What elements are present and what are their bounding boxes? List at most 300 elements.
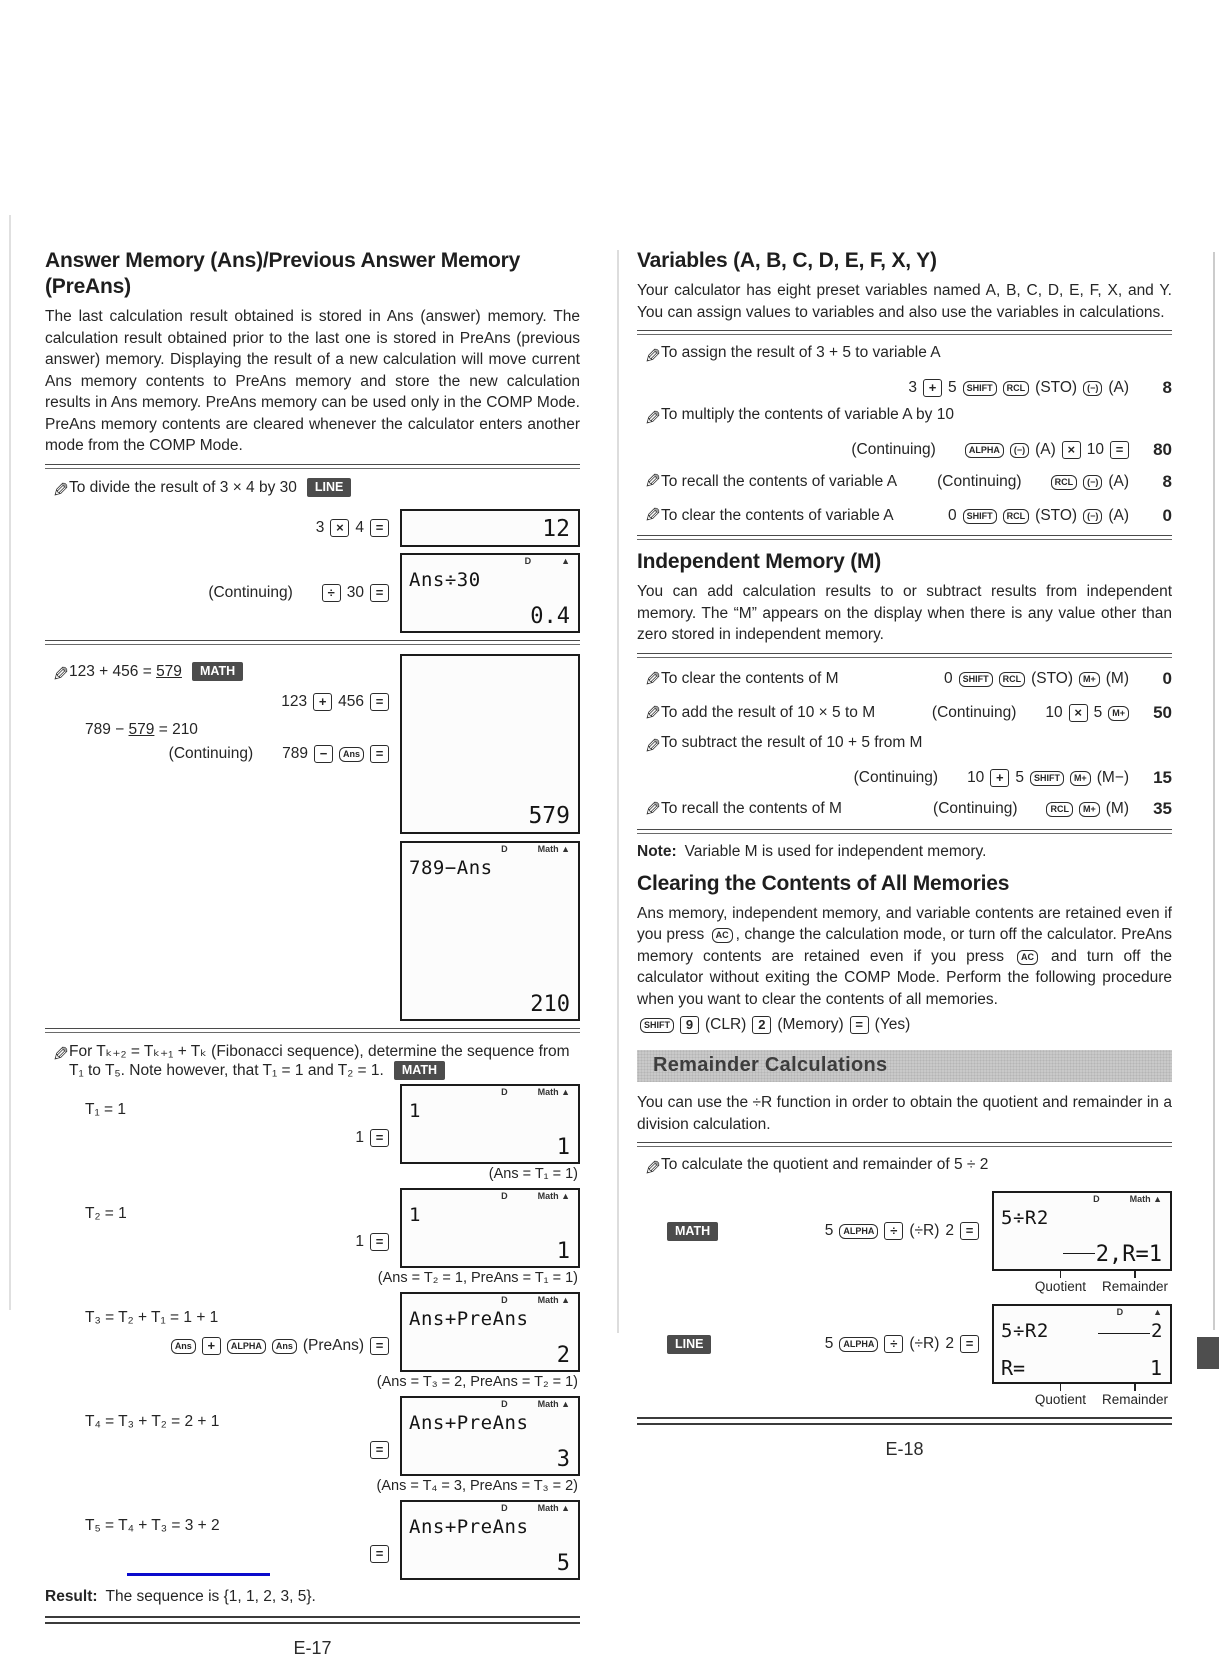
- key--: =: [370, 745, 389, 763]
- text-run: 3: [908, 379, 918, 396]
- example-prompt: To clear the contents of M: [661, 670, 839, 687]
- fib-left: [45, 1500, 392, 1580]
- example-ans-displays: [400, 654, 580, 1021]
- pencil-icon: ✎: [644, 668, 661, 691]
- display-input: Ans÷30: [409, 568, 481, 591]
- equation-text: = 210: [154, 720, 198, 738]
- divider: [637, 653, 1172, 658]
- divider: [637, 330, 1172, 335]
- key--: =: [370, 1545, 389, 1563]
- key-sequence: [932, 704, 1132, 722]
- display-input: Ans+PreAns: [409, 1515, 529, 1538]
- key-m-: M+: [1108, 706, 1129, 721]
- equation-2: [85, 721, 392, 739]
- display-caption: (Ans = T₄ = 3, PreAns = T₃ = 2): [376, 1477, 578, 1494]
- display-indicators: [402, 1295, 570, 1305]
- display-indicators: [402, 1399, 570, 1409]
- display-caption: (Ans = T₃ = 2, PreAns = T₂ = 1): [376, 1373, 578, 1390]
- fib-left: [45, 1396, 392, 1476]
- pencil-icon: ✎: [644, 408, 661, 430]
- key-sequence: [937, 473, 1132, 491]
- display-value: 0.4: [530, 603, 570, 629]
- key--: −: [314, 745, 333, 763]
- display-value: 3: [556, 1446, 570, 1472]
- key-sequence: [45, 1233, 392, 1251]
- answer-memory-intro: The last calculation result obtained is stored in Ans (answer) memory. The calculation result obtained prior to the last one is stored in PreAns (previous answer) memory. Displaying the result of a new calculation will move current Ans memory contents to PreAns memory and store the new calculation results in Ans memory. PreAns memory can be used only in the COMP Mode. PreAns memory contents are cleared whenever the calculator enters another mode from the COMP Mode.: [45, 308, 580, 454]
- key-sequence: [822, 1335, 982, 1353]
- key-sequence: [945, 507, 1132, 525]
- mode-indicator: Math ▲: [1129, 1194, 1162, 1204]
- key-ans: Ans: [339, 747, 364, 762]
- text-run: (Memory): [777, 1016, 844, 1033]
- display-line-1: [1001, 1320, 1163, 1342]
- display-indicators: [402, 1087, 570, 1097]
- key-rcl: RCL: [999, 672, 1026, 687]
- section-title-independent-memory: Independent Memory (M): [637, 550, 882, 573]
- display-value: 12: [542, 515, 570, 542]
- section-title-clearing-memories: Clearing the Contents of All Memories: [637, 871, 1010, 895]
- display-caption: (Ans = T₁ = 1): [488, 1165, 578, 1182]
- display-value: 1: [556, 1134, 570, 1160]
- clearing-memories-body: [637, 903, 1172, 1011]
- example-prompt: [69, 1042, 580, 1080]
- deg-indicator: D: [501, 1086, 508, 1097]
- text-run: (A): [1035, 441, 1056, 458]
- quotient-remainder-labels: [637, 1384, 1168, 1407]
- term-label: T₃ = T₂ + T₁ = 1 + 1: [85, 1308, 219, 1326]
- example-header: [45, 478, 580, 503]
- term-label: T₄ = T₃ + T₂ = 2 + 1: [85, 1412, 220, 1430]
- key-shift: SHIFT: [640, 1018, 674, 1033]
- example-clear-m: [637, 667, 1172, 692]
- deg-indicator: D: [524, 555, 532, 566]
- calculator-display: [400, 1292, 580, 1372]
- key-shift: SHIFT: [1030, 771, 1064, 786]
- mode-badge-math: MATH: [192, 662, 243, 681]
- key--: =: [370, 1441, 389, 1459]
- key-sequence: [822, 1222, 982, 1240]
- divider: [637, 1142, 1172, 1147]
- key-rcl: RCL: [1003, 509, 1030, 524]
- quotient-number: 2: [1151, 1320, 1163, 1342]
- text-run: (Continuing): [937, 472, 1022, 490]
- key--: =: [370, 584, 389, 602]
- text-run: (÷R): [909, 1335, 940, 1352]
- key-sequence: [933, 800, 1132, 818]
- text-run: (÷R): [909, 1222, 940, 1239]
- page-number-left: E-17: [293, 1637, 332, 1658]
- key-sequence: [313, 519, 392, 537]
- key-ac: AC: [1017, 950, 1038, 965]
- key-sequence: [45, 1129, 392, 1147]
- key-sequence: [45, 1337, 392, 1355]
- divider: [637, 829, 1172, 834]
- mode-badge-line: LINE: [667, 1335, 711, 1354]
- calculator-display: [400, 1500, 580, 1580]
- key--: ×: [1062, 441, 1081, 459]
- pencil-icon: ✎: [644, 798, 661, 821]
- text-run: 0: [948, 506, 957, 524]
- pencil-icon: ✎: [644, 1158, 661, 1180]
- equation-text: 123 + 456 =: [69, 662, 157, 680]
- key--: =: [370, 693, 389, 711]
- fib-row-t2: [45, 1188, 580, 1268]
- divider-heavy: [45, 1616, 580, 1624]
- remainder-number: 1: [1149, 1356, 1162, 1380]
- fib-left: [45, 1188, 392, 1268]
- display-value: 2: [556, 1342, 570, 1368]
- key--: =: [370, 1129, 389, 1147]
- example-prompt: To calculate the quotient and remainder of 5 ÷ 2: [661, 1156, 989, 1173]
- key-rcl: RCL: [1046, 802, 1073, 817]
- text-run: (STO): [1035, 379, 1078, 396]
- key--: (−): [1083, 509, 1102, 524]
- calc-step-1: [45, 693, 392, 711]
- key--: ×: [330, 519, 349, 537]
- mode-indicator: ▲: [561, 555, 570, 566]
- example-header: [637, 734, 1172, 759]
- fib-row-t1: [45, 1084, 580, 1164]
- key-shift: SHIFT: [963, 381, 997, 396]
- key-alpha: ALPHA: [965, 443, 1004, 458]
- key-rcl: RCL: [1003, 381, 1030, 396]
- text-run: 2: [945, 1335, 954, 1352]
- variables-intro: Your calculator has eight preset variables named A, B, C, D, E, F, X, and Y. You can assign values to variables and also use the variables in calculations.: [637, 282, 1172, 321]
- page-edge-shadow-right: [1213, 252, 1215, 1330]
- remainder-line-row: [637, 1304, 1172, 1384]
- text-run: 1: [355, 1232, 364, 1250]
- mode-indicator: Math ▲: [537, 1398, 570, 1409]
- key--: =: [960, 1222, 979, 1240]
- pencil-icon: ✎: [644, 702, 661, 725]
- key-m-: M+: [1079, 802, 1100, 817]
- text-run: 0: [943, 670, 953, 687]
- quotient-label: Quotient: [1035, 1271, 1086, 1294]
- calculator-display: [400, 654, 580, 834]
- result-value: 50: [1153, 703, 1172, 722]
- example-header: [45, 1042, 580, 1080]
- left-page: [45, 248, 580, 1659]
- text-run: (Continuing): [168, 744, 254, 762]
- remainder-math-row: [637, 1191, 1172, 1271]
- chapter-heading-remainder: Remainder Calculations: [637, 1050, 1172, 1082]
- key-sequence: [905, 379, 1132, 397]
- key-sequence: [45, 1441, 392, 1459]
- example-fibonacci: [45, 1042, 580, 1606]
- pencil-icon: ✎: [644, 735, 661, 758]
- display-input: 1: [409, 1099, 421, 1122]
- text-run: (CLR): [705, 1016, 747, 1033]
- text-run: 10: [1086, 441, 1104, 458]
- deg-indicator: D: [501, 1190, 508, 1201]
- text-run: 5: [1015, 768, 1024, 786]
- calculator-display: [400, 553, 580, 633]
- example-prompt: To clear the contents of variable A: [661, 506, 894, 524]
- term-label: T₁ = 1: [85, 1100, 126, 1118]
- display-input: Ans+PreAns: [409, 1411, 529, 1434]
- equation-1: [69, 662, 243, 681]
- result-value: 0: [1162, 505, 1172, 525]
- display-value: 210: [530, 991, 570, 1017]
- example-divide: [45, 478, 580, 633]
- text-run: 1: [355, 1128, 364, 1146]
- key-sequence: [278, 693, 392, 711]
- display-value: 579: [528, 802, 570, 829]
- key--: (−): [1083, 381, 1102, 396]
- text-run: 456: [338, 692, 364, 710]
- calculator-display: [400, 1396, 580, 1476]
- calculator-display: [400, 509, 580, 547]
- divider: [637, 535, 1172, 540]
- example-prompt: To add the result of 10 × 5 to M: [661, 704, 876, 721]
- key-sequence: [851, 441, 1132, 459]
- deg-indicator: D: [1116, 1307, 1124, 1317]
- clear-key-sequence: [637, 1016, 1172, 1034]
- equation-text: 789 −: [85, 720, 129, 738]
- display-indicators: [402, 844, 570, 854]
- key--: =: [850, 1016, 869, 1034]
- text-run: (STO): [1035, 506, 1078, 524]
- text-run: 5: [1093, 704, 1103, 721]
- scan-corner-mark: [1197, 1337, 1219, 1369]
- text-run: , change the calculation mode, or turn off the calculator. PreAns memory contents are retained even if you press: [637, 926, 1172, 965]
- pencil-icon: ✎: [52, 1043, 69, 1066]
- mode-badge-math: MATH: [667, 1222, 718, 1241]
- pencil-icon: ✎: [52, 479, 69, 502]
- fib-left: [45, 1292, 392, 1372]
- key--: =: [1110, 441, 1129, 459]
- key--: =: [370, 1337, 389, 1355]
- divider-heavy: [637, 1417, 1172, 1425]
- display-input: 5÷R2: [1001, 1207, 1049, 1229]
- example-clear-a: [637, 503, 1172, 528]
- text-run: (A): [1108, 506, 1129, 524]
- text-run: (Continuing): [933, 800, 1018, 817]
- example-prompt: To recall the contents of variable A: [661, 472, 898, 490]
- calc-step-1: [45, 509, 580, 547]
- example-multiply-a: [637, 406, 1172, 460]
- text-run: (STO): [1031, 670, 1073, 687]
- example-prompt: To subtract the result of 10 + 5 from M: [661, 733, 923, 751]
- key--: ×: [1069, 704, 1088, 722]
- mode-indicator: Math ▲: [537, 1086, 570, 1097]
- connector-line: [1063, 1253, 1095, 1254]
- example-prompt: [69, 478, 351, 497]
- fib-row-t4: [45, 1396, 580, 1476]
- memory-note: [637, 843, 1172, 861]
- deg-indicator: D: [501, 1294, 508, 1305]
- text-run: (Continuing): [853, 768, 939, 786]
- result-text: The sequence is {1, 1, 2, 3, 5}.: [105, 1587, 316, 1605]
- example-header: [637, 344, 1172, 369]
- divider: [45, 464, 580, 469]
- key--: =: [370, 1233, 389, 1251]
- example-prompt: To recall the contents of M: [661, 800, 842, 817]
- deg-indicator: D: [501, 1398, 508, 1409]
- text-run: 5: [948, 379, 957, 396]
- deg-indicator: D: [501, 843, 508, 854]
- underlined-result: 579: [156, 662, 182, 680]
- display-value: 5: [556, 1550, 570, 1576]
- prompt-text: For Tₖ₊₂ = Tₖ₊₁ + Tₖ (Fibonacci sequence), determine the sequence from T₁ to T₅. Note however, that T₁ = 1 and T₂ = 1.: [69, 1042, 570, 1079]
- mode-badge-line: LINE: [307, 478, 351, 497]
- section-title-variables: Variables (A, B, C, D, E, F, X, Y): [637, 249, 937, 272]
- key--: +: [990, 769, 1009, 787]
- calc-step: [637, 768, 1172, 788]
- remainder-intro: You can use the ÷R function in order to obtain the quotient and remainder in a division calculation.: [637, 1094, 1172, 1133]
- key--: ÷: [884, 1222, 903, 1240]
- example-recall-m: [637, 797, 1172, 822]
- key-alpha: ALPHA: [839, 1337, 878, 1352]
- divider: [45, 640, 580, 645]
- quotient-remainder-labels: [637, 1271, 1168, 1294]
- text-run: (Yes): [874, 1016, 911, 1033]
- display-value: [1063, 1242, 1162, 1267]
- key-ans: Ans: [272, 1339, 297, 1354]
- key-sequence: [941, 670, 1132, 688]
- fib-left: [45, 1084, 392, 1164]
- example-header: [45, 662, 392, 687]
- mode-badge-math: MATH: [394, 1061, 445, 1080]
- mode-indicator: ▲: [1153, 1307, 1162, 1317]
- display-indicators: [402, 1503, 570, 1513]
- result-value: 15: [1153, 767, 1172, 787]
- page-edge-shadow-left: [9, 215, 11, 1310]
- result-value: 8: [1162, 471, 1172, 491]
- key-m-: M+: [1070, 771, 1091, 786]
- note-label: Note:: [637, 842, 677, 860]
- key-ans: Ans: [171, 1339, 196, 1354]
- example-prompt: To multiply the contents of variable A by 10: [661, 406, 954, 423]
- key-9: 9: [680, 1016, 699, 1034]
- key-sequence: [45, 1545, 392, 1563]
- calculator-display: [400, 1188, 580, 1268]
- key-sequence: [169, 745, 392, 763]
- example-ans: [45, 654, 580, 1021]
- two-page-spread: [45, 248, 1172, 1659]
- remainder-label: Remainder: [1102, 1271, 1168, 1294]
- text-run: 2: [945, 1222, 954, 1239]
- display-value: 1: [556, 1238, 570, 1264]
- key-2: 2: [752, 1016, 771, 1034]
- display-input: 5÷R2: [1001, 1320, 1049, 1342]
- display-line-2: [1001, 1356, 1162, 1380]
- text-run: and turn off the calculator without exiting the COMP Mode. Perform the following procedure when you want to clear the contents of all memories.: [637, 947, 1172, 1008]
- independent-memory-intro: You can add calculation results to or subtract results from independent memory. The “M” appears on the display when there is any value other than zero stored in independent memory.: [637, 583, 1172, 643]
- text-run: Ans memory, independent memory, and variable contents are retained even if you press: [637, 904, 1172, 943]
- pencil-icon: ✎: [644, 505, 661, 527]
- section-title-answer-memory: Answer Memory (Ans)/Previous Answer Memory (PreAns): [45, 249, 521, 298]
- right-page: [637, 248, 1172, 1659]
- text-run: 10: [967, 768, 985, 786]
- text-run: 123: [281, 692, 308, 710]
- remainder-prefix: R=: [1001, 1356, 1026, 1380]
- calc-step-2: [45, 745, 392, 763]
- key--: ÷: [884, 1335, 903, 1353]
- text-run: (M): [1105, 800, 1129, 817]
- text-run: 4: [355, 518, 364, 536]
- display-caption: (Ans = T₂ = 1, PreAns = T₁ = 1): [377, 1269, 578, 1286]
- key--: =: [960, 1335, 979, 1353]
- display-indicators: [994, 1307, 1162, 1317]
- display-indicators: [402, 556, 570, 566]
- mode-indicator: Math ▲: [537, 1190, 570, 1201]
- calculator-display: [400, 841, 580, 1021]
- example-prompt: To assign the result of 3 + 5 to variable A: [661, 344, 941, 361]
- text-run: 3: [315, 518, 325, 536]
- result-value: 8: [1162, 378, 1172, 397]
- pencil-icon: ✎: [644, 471, 661, 493]
- display-indicators: [402, 1191, 570, 1201]
- text-run: (M−): [1096, 768, 1129, 786]
- deg-indicator: D: [501, 1502, 508, 1513]
- calculator-display: [400, 1084, 580, 1164]
- mode-indicator: Math ▲: [537, 843, 570, 854]
- key-alpha: ALPHA: [839, 1224, 878, 1239]
- fib-result: [45, 1588, 580, 1606]
- text-run: 789: [282, 744, 308, 762]
- text-run: 10: [1045, 704, 1063, 721]
- key--: ÷: [322, 584, 341, 602]
- text-run: (Continuing): [208, 583, 293, 601]
- example-subtract-m: [637, 734, 1172, 788]
- divider: [45, 1028, 580, 1033]
- key--: (−): [1083, 475, 1102, 490]
- calculator-display: [992, 1191, 1172, 1271]
- result-label: Result:: [45, 1587, 98, 1605]
- key-shift: SHIFT: [963, 509, 997, 524]
- calculator-display: [992, 1304, 1172, 1384]
- mode-indicator: Math ▲: [537, 1294, 570, 1305]
- term-label: T₂ = 1: [85, 1204, 127, 1222]
- example-recall-a: [637, 469, 1172, 494]
- deg-indicator: D: [1093, 1194, 1100, 1204]
- quotient-label: Quotient: [1035, 1384, 1086, 1407]
- key-sequence: [854, 769, 1132, 787]
- text-run: (A): [1108, 379, 1129, 396]
- term-label: T₅ = T₄ + T₃ = 3 + 2: [85, 1516, 220, 1534]
- remainder-label: Remainder: [1102, 1384, 1168, 1407]
- calc-step: [637, 440, 1172, 460]
- pencil-icon: ✎: [52, 663, 69, 686]
- key--: =: [370, 519, 389, 537]
- calc-step-2: [45, 553, 580, 633]
- key-m-: M+: [1079, 672, 1100, 687]
- result-value: 0: [1162, 669, 1172, 688]
- prompt-text: To divide the result of 3 × 4 by 30: [69, 478, 297, 496]
- text-run: (Continuing): [931, 704, 1017, 721]
- key-shift: SHIFT: [959, 672, 993, 687]
- example-header: [637, 406, 1172, 431]
- note-text: Variable M is used for independent memory.: [684, 842, 987, 860]
- display-input: Ans+PreAns: [409, 1307, 529, 1330]
- key--: +: [923, 379, 942, 397]
- text-run: (A): [1108, 472, 1129, 490]
- connector-line: [1098, 1333, 1150, 1334]
- text-run: 30: [346, 583, 364, 601]
- display-indicators: [994, 1194, 1162, 1204]
- display-input: 789−Ans: [409, 856, 493, 879]
- example-add-m: [637, 701, 1172, 726]
- key-ac: AC: [712, 928, 733, 943]
- fib-row-t5: [45, 1500, 580, 1580]
- mode-indicator: Math ▲: [537, 1502, 570, 1513]
- key--: (−): [1010, 443, 1029, 458]
- result-value: 35: [1153, 799, 1172, 818]
- key--: +: [313, 693, 332, 711]
- pencil-icon: ✎: [644, 346, 661, 368]
- example-ans-left: [45, 654, 392, 1021]
